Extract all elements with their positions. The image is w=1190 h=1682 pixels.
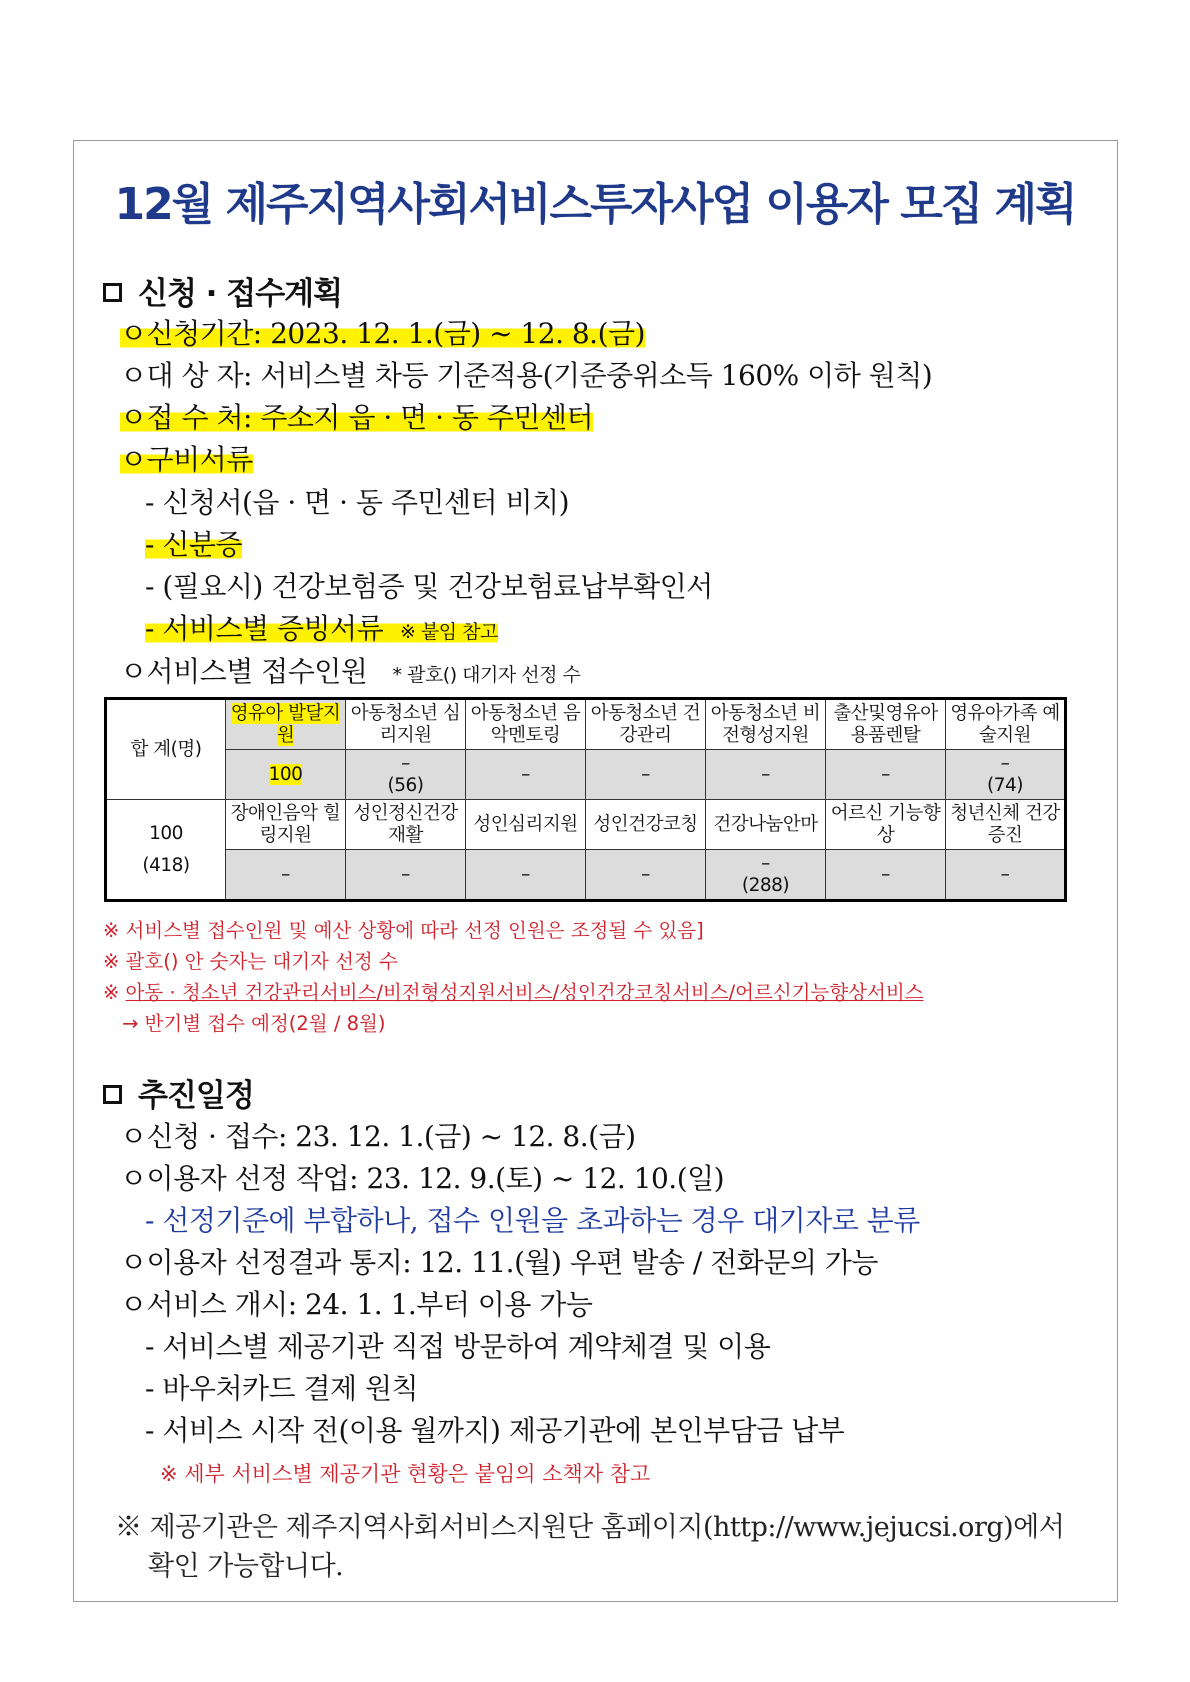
table-value-cell: – (288) (706, 850, 826, 901)
table-header-cell: 영유아가족 예술지원 (946, 699, 1066, 750)
schedule-contract: - 서비스별 제공기관 직접 방문하여 계약체결 및 이용 (145, 1330, 771, 1363)
note-half-year-services: ※ 아동 · 청소년 건강관리서비스/비전형성지원서비스/성인건강코칭서비스/어르신기능향상서비스 (103, 981, 924, 1004)
table-header-cell: 장애인음악 힐링지원 (226, 800, 346, 850)
doc-item-health-insurance: - (필요시) 건강보험증 및 건강보험료납부확인서 (145, 570, 713, 603)
table-value-cell: – (56) (346, 750, 466, 800)
table-header-cell: 아동청소년 음악멘토링 (466, 699, 586, 750)
note-quota-adjust: ※ 서비스별 접수인원 및 예산 상황에 따라 선정 인원은 조정될 수 있음] (103, 919, 704, 942)
table-header-cell: 성인건강코칭 (586, 800, 706, 850)
table-value-cell: – (346, 850, 466, 901)
schedule-voucher: - 바우처카드 결제 원칙 (145, 1372, 419, 1405)
table-header-cell: 아동청소년 비전형성지원 (706, 699, 826, 750)
schedule-service-start: ㅇ서비스 개시: 24. 1. 1.부터 이용 가능 (120, 1288, 593, 1321)
schedule-waitlist-rule: - 선정기준에 부합하나, 접수 인원을 초과하는 경우 대기자로 분류 (145, 1204, 920, 1237)
schedule-copayment: - 서비스 시작 전(이용 월까지) 제공기관에 본인부담금 납부 (145, 1414, 845, 1447)
table-value-cell: – (466, 850, 586, 901)
table-header-cell: 성인정신건강 재활 (346, 800, 466, 850)
application-period: ㅇ신청기간: 2023. 12. 1.(금) ~ 12. 8.(금) (120, 317, 645, 350)
total-value-cell (106, 800, 226, 901)
application-place: ㅇ접 수 처: 주소지 읍 · 면 · 동 주민센터 (120, 401, 594, 434)
table-header-cell: 어르신 기능향상 (826, 800, 946, 850)
note-half-year-schedule: → 반기별 접수 예정(2월 / 8월) (122, 1012, 386, 1035)
checkbox-square-icon (103, 283, 122, 302)
page-title: 12월 제주지역사회서비스투자사업 이용자 모집 계획 (114, 179, 1076, 230)
table-value-cell: – (74) (946, 750, 1066, 800)
table-header-cell: 성인심리지원 (466, 800, 586, 850)
doc-item-service-proof: - 서비스별 증빙서류 ※ 붙임 참고 (145, 612, 498, 645)
schedule-application: ㅇ신청 · 접수: 23. 12. 1.(금) ~ 12. 8.(금) (120, 1120, 636, 1153)
footer-line-2: 확인 가능합니다. (148, 1551, 344, 1582)
total-label: 합 계(명) (106, 699, 226, 800)
doc-item-application-form: - 신청서(읍 · 면 · 동 주민센터 비치) (145, 486, 569, 519)
checkbox-square-icon (103, 1085, 122, 1104)
table-header-cell: 건강나눔안마 (706, 800, 826, 850)
table-value-cell: – (946, 850, 1066, 901)
table-value-cell: – (706, 750, 826, 800)
note-booklet: ※ 세부 서비스별 제공기관 현황은 붙임의 소책자 참고 (160, 1462, 651, 1486)
note-waitlist: ※ 괄호() 안 숫자는 대기자 선정 수 (103, 950, 398, 973)
table-header-cell: 청년신체 건강증진 (946, 800, 1066, 850)
table-header-cell: 아동청소년 건강관리 (586, 699, 706, 750)
table-value-cell: – (586, 850, 706, 901)
table-value-cell: – (226, 850, 346, 901)
table-header-cell: 영유아 발달지원 (226, 699, 346, 750)
quota-table (104, 697, 1067, 902)
eligible-target: ㅇ대 상 자: 서비스별 차등 기준적용(기준중위소득 160% 이하 원칙) (120, 359, 933, 392)
table-header-cell: 아동청소년 심리지원 (346, 699, 466, 750)
quota-title: ㅇ서비스별 접수인원 * 괄호() 대기자 선정 수 (120, 655, 581, 688)
footer-line-1: ※ 제공기관은 제주지역사회서비스지원단 홈페이지(http://www.jejucsi.org)에서 (115, 1512, 1065, 1543)
table-value-cell: – (826, 750, 946, 800)
section-heading-application: 신청 · 접수계획 (103, 268, 342, 313)
schedule-selection: ㅇ이용자 선정 작업: 23. 12. 9.(토) ~ 12. 10.(일) (120, 1162, 725, 1195)
required-docs-title: ㅇ구비서류 (120, 443, 253, 476)
table-value-cell: – (826, 850, 946, 901)
table-value-cell: – (466, 750, 586, 800)
doc-item-id-card: - 신분증 (145, 528, 243, 561)
table-value-cell: – (586, 750, 706, 800)
section-heading-schedule: 추진일정 (103, 1070, 254, 1115)
schedule-notification: ㅇ이용자 선정결과 통지: 12. 11.(월) 우편 발송 / 전화문의 가능 (120, 1246, 878, 1279)
table-value-cell: 100 (226, 750, 346, 800)
table-header-cell: 출산및영유아 용품렌탈 (826, 699, 946, 750)
total-wait: (418) (142, 854, 190, 876)
quota-note: * 괄호() 대기자 선정 수 (392, 664, 581, 686)
total-value: 100 (149, 822, 183, 844)
